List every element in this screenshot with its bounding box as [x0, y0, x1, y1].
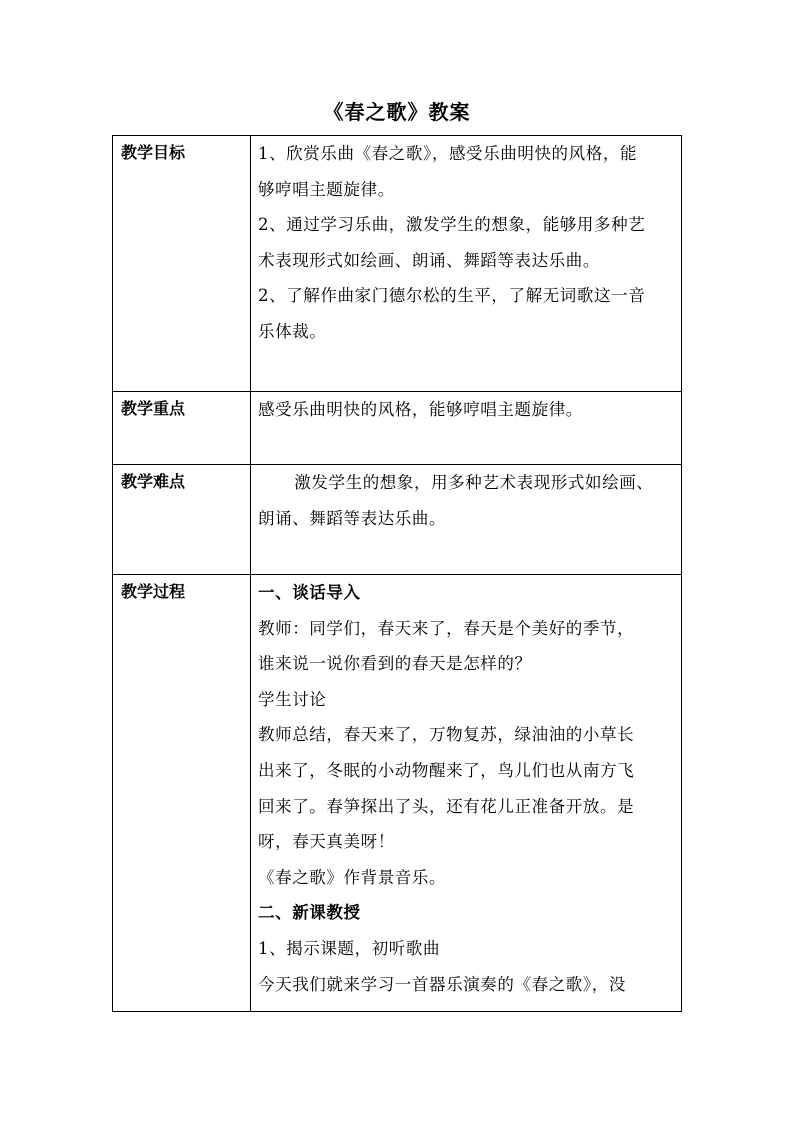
- difficulties-content: [251, 465, 681, 536]
- text-line: 朗诵、舞蹈等表达乐曲。: [258, 508, 447, 528]
- row-label-cell: [113, 136, 251, 392]
- text-line: 激发学生的想象，用多种艺术表现形式如绘画、: [294, 473, 654, 492]
- text-line: 谁来说一说你看到的春天是怎样的？: [258, 654, 532, 674]
- document-title: 《春之歌》教案: [323, 100, 471, 124]
- text-line: 出来了，冬眠的小动物醒来了，鸟儿们也从南方飞: [258, 760, 635, 780]
- text-line: 1、揭示课题，初听歌曲: [258, 938, 441, 958]
- text-line: 教师：同学们，春天来了，春天是个美好的季节，: [258, 618, 635, 638]
- table-row-process: [113, 575, 682, 1012]
- text-line: 回来了。春笋探出了头，还有花儿正准备开放。是: [258, 796, 635, 816]
- row-label-cell: [113, 392, 251, 465]
- text-line: 1、欣赏乐曲《春之歌》，感受乐曲明快的风格，能: [258, 144, 638, 163]
- lesson-plan-table: [112, 135, 682, 1012]
- text-line: 乐体裁。: [258, 321, 327, 341]
- table-row-objectives: [113, 136, 682, 392]
- text-line: 感受乐曲明快的风格，能够哼唱主题旋律。: [258, 400, 583, 419]
- text-line: 2、了解作曲家门德尔松的生平，了解无词歌这一音: [258, 286, 646, 306]
- text-line: 够哼唱主题旋律。: [258, 179, 395, 199]
- text-line: 2、通过学习乐曲，激发学生的想象，能够用多种艺: [258, 215, 646, 235]
- row-label-process: 教学过程: [121, 582, 186, 601]
- row-content-cell: [251, 465, 682, 575]
- text-line: 《春之歌》作背景音乐。: [258, 867, 447, 887]
- text-line: 呀，春天真美呀！: [258, 832, 395, 852]
- objectives-content: [251, 136, 681, 350]
- row-content-cell: [251, 575, 682, 1012]
- row-label-objectives: 教学目标: [121, 143, 186, 162]
- row-label-difficulties: 教学难点: [121, 472, 186, 491]
- text-line: 教师总结，春天来了，万物复苏，绿油油的小草长: [258, 725, 635, 745]
- section-heading: 二、新课教授: [258, 903, 361, 923]
- table-row-key-points: [113, 392, 682, 465]
- table-row-difficulties: [113, 465, 682, 575]
- process-content: [251, 575, 681, 1002]
- text-line: 学生讨论: [258, 689, 327, 709]
- section-heading: 一、谈话导入: [258, 583, 361, 602]
- text-line: 今天我们就来学习一首器乐演奏的《春之歌》，没: [258, 974, 626, 994]
- row-label-key-points: 教学重点: [121, 399, 186, 418]
- row-label-cell: [113, 465, 251, 575]
- row-content-cell: [251, 392, 682, 465]
- row-content-cell: [251, 136, 682, 392]
- row-label-cell: [113, 575, 251, 1012]
- key-points-content: [251, 392, 681, 428]
- text-line: 术表现形式如绘画、朗诵、舞蹈等表达乐曲。: [258, 250, 600, 270]
